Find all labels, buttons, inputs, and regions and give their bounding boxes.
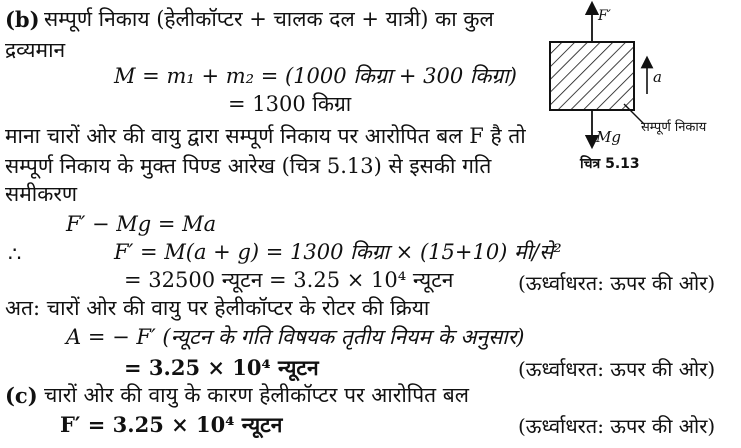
reaction-intro: अत: चारों ओर की वायु पर हेलीकॉप्टर के रोटर की क्रिया bbox=[5, 296, 430, 320]
part-c-line1: चारों ओर की वायु के कारण हेलीकॉप्टर पर आरोपित बल bbox=[44, 383, 469, 407]
free-body-diagram-svg bbox=[540, 0, 740, 175]
direction-note-3: (ऊर्ध्वाधरत: ऊपर की ओर) bbox=[518, 414, 716, 438]
figure-caption: चित्र 5.13 bbox=[580, 156, 640, 172]
acceleration-label: a bbox=[653, 68, 662, 86]
part-b-label: (b) bbox=[5, 7, 40, 32]
part-c-equation: F′ = 3.25 × 10⁴ न्यूटन bbox=[60, 412, 283, 437]
system-block bbox=[550, 42, 634, 110]
part-b-line1: सम्पूर्ण निकाय (हेलीकॉप्टर + चालक दल + यात्री) का कुल bbox=[44, 7, 494, 31]
paragraph-line1: माना चारों ओर की वायु द्वारा सम्पूर्ण निकाय पर आरोपित बल F है तो bbox=[5, 124, 526, 148]
therefore-symbol: ∴ bbox=[8, 242, 22, 266]
part-b-line2: द्रव्यमान bbox=[5, 38, 66, 62]
direction-note-1: (ऊर्ध्वाधरत: ऊपर की ओर) bbox=[518, 271, 716, 295]
part-c-label: (c) bbox=[5, 383, 38, 408]
direction-note-2: (ऊर्ध्वाधरत: ऊपर की ओर) bbox=[518, 357, 716, 381]
third-law-equation: A = − F′ (न्यूटन के गति विषयक तृतीय नियम के अनुसार) bbox=[66, 325, 525, 349]
mass-result: = 1300 किग्रा bbox=[228, 92, 352, 116]
reaction-result: = 3.25 × 10⁴ न्यूटन bbox=[124, 355, 319, 380]
paragraph-line3: समीकरण bbox=[5, 182, 78, 206]
system-label: सम्पूर्ण निकाय bbox=[641, 120, 707, 135]
mass-equation: M = m₁ + m₂ = (1000 किग्रा + 300 किग्रा) bbox=[114, 64, 517, 88]
free-body-diagram bbox=[540, 0, 740, 175]
weight-label: Mg bbox=[596, 128, 621, 146]
force-equation: F′ = M(a + g) = 1300 किग्रा × (15+10) मी/से² bbox=[114, 240, 562, 264]
force-up-label: F′ bbox=[598, 8, 611, 24]
paragraph-line2: सम्पूर्ण निकाय के मुक्त पिण्ड आरेख (चित्र 5.13) से इसकी गति bbox=[5, 154, 492, 178]
equation-of-motion: F′ − Mg = Ma bbox=[66, 212, 217, 236]
force-result: = 32500 न्यूटन = 3.25 × 10⁴ न्यूटन bbox=[124, 268, 454, 292]
